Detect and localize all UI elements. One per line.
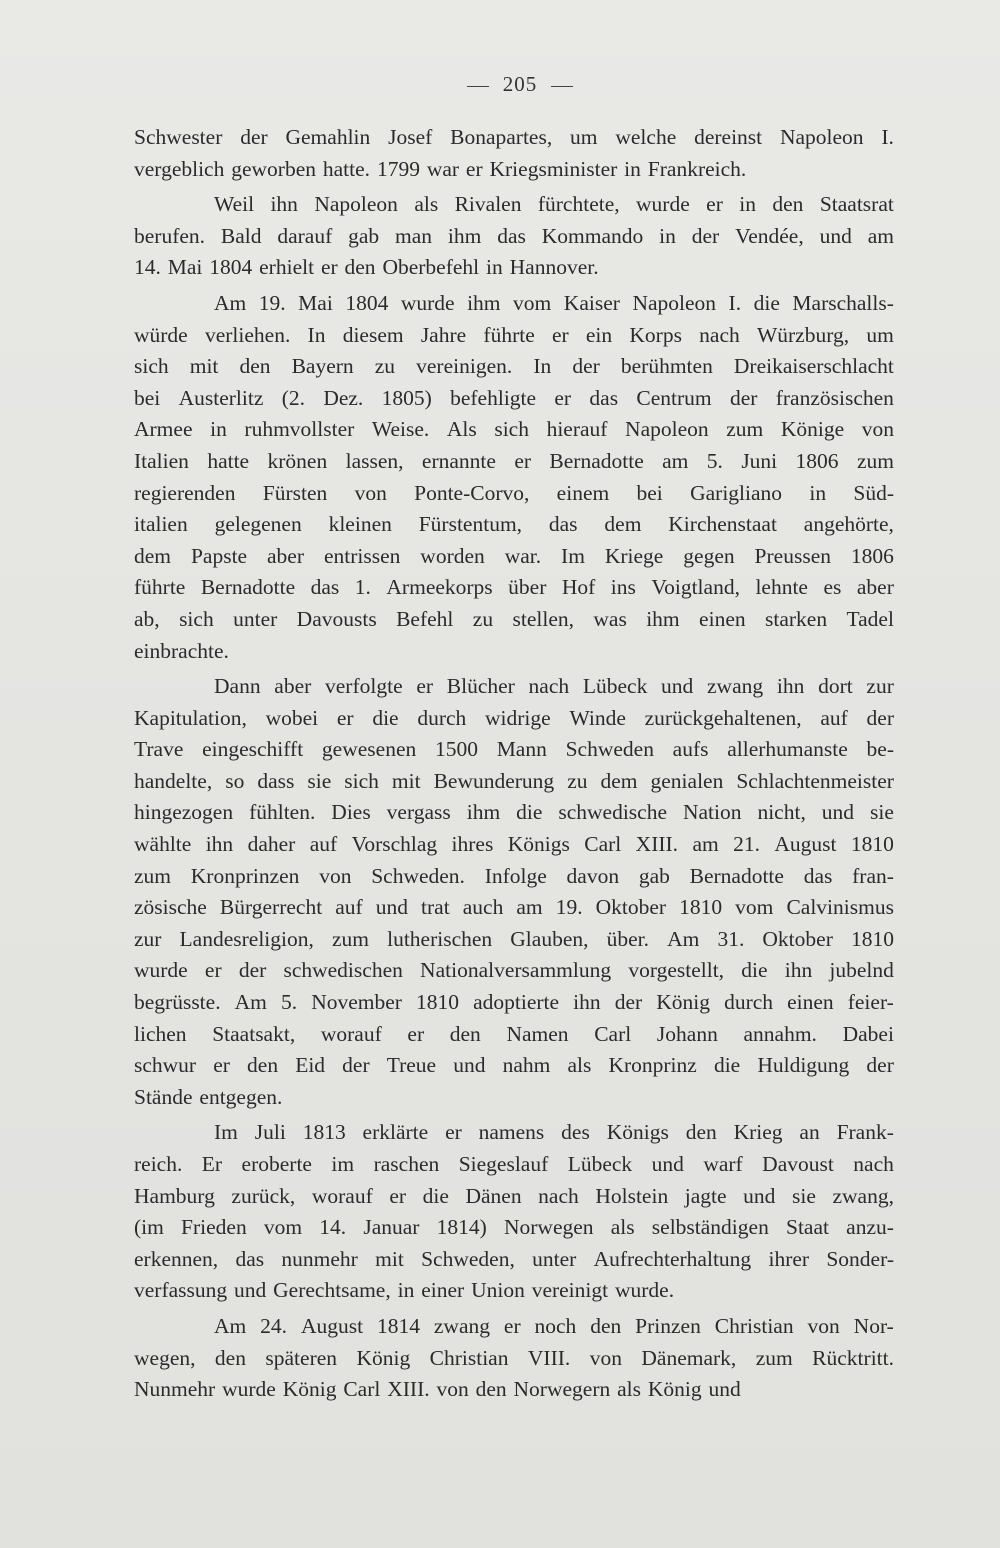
text-line: reich. Er eroberte im raschen Siegeslauf Lübeck und warf Davoust nach xyxy=(134,1152,894,1176)
text-line: berufen. Bald darauf gab man ihm das Kommando in der Vendée, und am xyxy=(134,223,894,248)
text-line: zösische Bürgerrecht auf und trat auch am 19. Oktober 1810 vom Calvinismus xyxy=(134,895,894,920)
text-line: ab, sich unter Davousts Befehl zu stellen, was ihm einen starken Tadel xyxy=(134,606,894,631)
page-number-left-dash xyxy=(467,86,489,87)
text-line: wählte ihn daher auf Vorschlag ihres Königs Carl XIII. am 21. August 1810 xyxy=(134,832,894,857)
page-number xyxy=(0,72,1000,97)
text-line: lichen Staatsakt, worauf er den Namen Carl Johann annahm. Dabei xyxy=(134,1021,894,1046)
paragraph xyxy=(134,1311,894,1406)
text-line: Italien hatte krönen lassen, ernannte er Bernadotte am 5. Juni 1806 zum xyxy=(134,448,894,473)
text-line: zum Kronprinzen von Schweden. Infolge davon gab Bernadotte das fran- xyxy=(134,863,894,888)
text-line: (im Frieden vom 14. Januar 1814) Norwegen als selbständigen Staat anzu- xyxy=(134,1215,894,1240)
paragraph xyxy=(134,288,894,667)
text-line: Nunmehr wurde König Carl XIII. von den Norwegern als König und xyxy=(134,1377,741,1402)
text-line: vergeblich geworben hatte. 1799 war er Kriegsminister in Frankreich. xyxy=(134,156,747,181)
body-text xyxy=(134,122,894,1406)
text-line: bei Austerlitz (2. Dez. 1805) befehligte er das Centrum der französischen xyxy=(134,385,894,410)
text-line: Kapitulation, wobei er die durch widrige Winde zurückgehaltenen, auf der xyxy=(134,705,894,730)
text-line: regierenden Fürsten von Ponte-Corvo, einem bei Garigliano in Süd- xyxy=(134,480,894,505)
text-line: schwur er den Eid der Treue und nahm als Kronprinz die Huldigung der xyxy=(134,1053,894,1078)
text-line: zur Landesreligion, zum lutherischen Glauben, über. Am 31. Oktober 1810 xyxy=(134,926,894,951)
text-line: verfassung und Gerechtsame, in einer Union vereinigt wurde. xyxy=(134,1278,675,1303)
paragraph xyxy=(134,671,894,1113)
text-line: wegen, den späteren König Christian VIII. von Dänemark, zum Rücktritt. xyxy=(134,1345,894,1370)
paragraph xyxy=(134,1117,894,1307)
text-line: Am 24. August 1814 zwang er noch den Prinzen Christian von Nor- xyxy=(214,1313,894,1338)
text-line: Hamburg zurück, worauf er die Dänen nach Holstein jagte und sie zwang, xyxy=(134,1183,894,1208)
text-line: italien gelegenen kleinen Fürstentum, das dem Kirchenstaat angehörte, xyxy=(134,512,894,537)
text-line: handelte, so dass sie sich mit Bewunderung zu dem genialen Schlachtenmeister xyxy=(134,768,894,793)
paragraph xyxy=(134,189,894,284)
text-line: Armee in ruhmvollster Weise. Als sich hierauf Napoleon zum Könige von xyxy=(134,417,894,442)
text-line: hingezogen fühlten. Dies vergass ihm die schwedische Nation nicht, und sie xyxy=(134,800,894,825)
text-line: Schwester der Gemahlin Josef Bonapartes, um welche dereinst Napoleon I. xyxy=(134,125,894,149)
page-number-value: 205 xyxy=(502,72,538,96)
page-number-right-dash xyxy=(551,86,573,87)
text-line: Am 19. Mai 1804 wurde ihm vom Kaiser Napoleon I. die Marschalls- xyxy=(214,290,894,315)
text-line: Trave eingeschifft gewesenen 1500 Mann Schweden aufs allerhumanste be- xyxy=(134,737,894,762)
text-line: 14. Mai 1804 erhielt er den Oberbefehl in Hannover. xyxy=(134,255,599,280)
text-line: sich mit den Bayern zu vereinigen. In der berühmten Dreikaiserschlacht xyxy=(134,354,894,379)
text-line: einbrachte. xyxy=(134,638,229,663)
text-line: würde verliehen. In diesem Jahre führte er ein Korps nach Würzburg, um xyxy=(134,322,894,347)
text-line: Dann aber verfolgte er Blücher nach Lübeck und zwang ihn dort zur xyxy=(214,674,894,699)
paragraph xyxy=(134,122,894,185)
text-line: Weil ihn Napoleon als Rivalen fürchtete, wurde er in den Staatsrat xyxy=(214,192,894,217)
text-line: erkennen, das nunmehr mit Schweden, unter Aufrechterhaltung ihrer Sonder- xyxy=(134,1246,894,1271)
text-line: begrüsste. Am 5. November 1810 adoptierte ihn der König durch einen feier- xyxy=(134,990,894,1015)
text-line: wurde er der schwedischen Nationalversammlung vorgestellt, die ihn jubelnd xyxy=(134,958,894,983)
text-line: führte Bernadotte das 1. Armeekorps über Hof ins Voigtland, lehnte es aber xyxy=(134,575,894,600)
text-line: dem Papste aber entrissen worden war. Im Kriege gegen Preussen 1806 xyxy=(134,543,894,568)
text-line: Stände entgegen. xyxy=(134,1084,283,1109)
text-line: Im Juli 1813 erklärte er namens des Königs den Krieg an Frank- xyxy=(214,1120,894,1145)
